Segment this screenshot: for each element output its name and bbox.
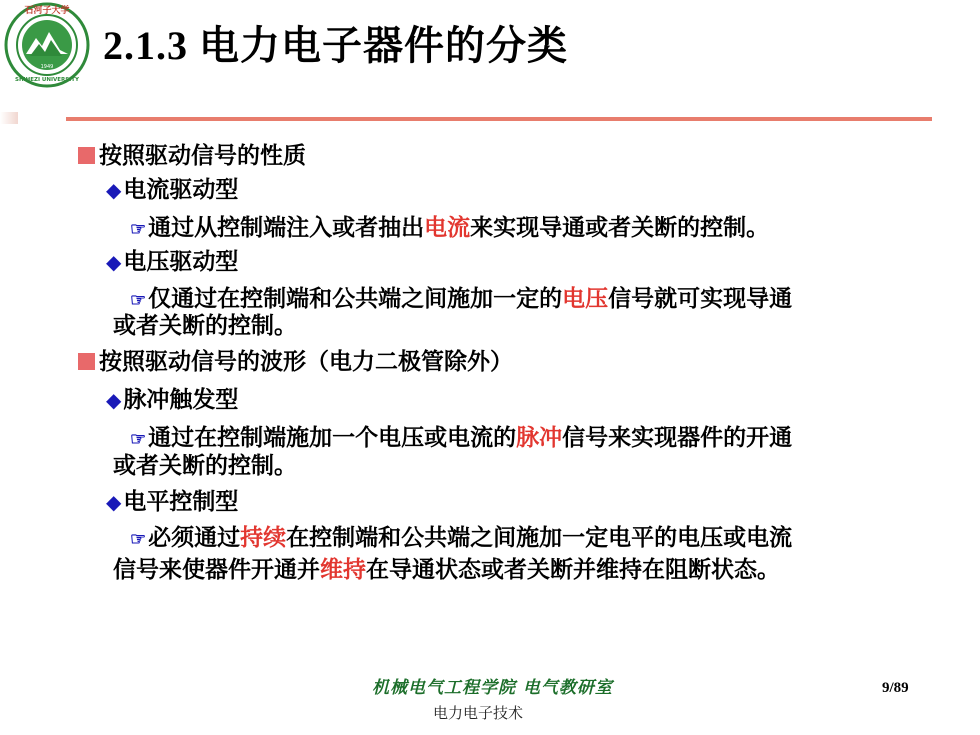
square-bullet-icon xyxy=(78,353,95,370)
item-detail-continued: 信号来使器件开通并维持在导通状态或者关断并维持在阻断状态。 xyxy=(113,556,780,583)
diamond-bullet-icon: ◆ xyxy=(106,250,122,274)
university-logo xyxy=(4,2,90,88)
item-detail: ☞通过从控制端注入或者抽出电流来实现导通或者关断的控制。 xyxy=(130,214,770,241)
rule-decoration xyxy=(0,112,18,124)
diamond-bullet-icon: ◆ xyxy=(106,178,122,202)
item-detail-continued: 或者关断的控制。 xyxy=(113,312,297,339)
pointing-hand-icon: ☞ xyxy=(130,219,147,240)
list-item: ◆电流驱动型 xyxy=(106,176,239,203)
title-divider xyxy=(66,117,932,121)
pointing-hand-icon: ☞ xyxy=(130,429,147,450)
list-item: ◆脉冲触发型 xyxy=(106,386,239,413)
list-item: ◆电压驱动型 xyxy=(106,248,239,275)
item-detail: ☞仅通过在控制端和公共端之间施加一定的电压信号就可实现导通 xyxy=(130,285,793,312)
item-detail-continued: 或者关断的控制。 xyxy=(113,452,297,479)
footer-department: 机械电气工程学院 电气教研室 xyxy=(372,678,613,698)
logo-text-bottom: SHIHEZI UNIVERSITY xyxy=(14,77,80,83)
footer-course: 电力电子技术 xyxy=(433,704,524,722)
diamond-bullet-icon: ◆ xyxy=(106,388,122,412)
list-item: ◆电平控制型 xyxy=(106,488,239,515)
page-title: 2.1.3 电力电子器件的分类 xyxy=(103,23,568,68)
page-number: 9/89 xyxy=(882,680,909,696)
diamond-bullet-icon: ◆ xyxy=(106,490,122,514)
section-heading: 按照驱动信号的波形（电力二极管除外） xyxy=(78,348,513,376)
logo-year: 1949 xyxy=(40,64,54,70)
section-heading: 按照驱动信号的性质 xyxy=(78,142,306,170)
logo-text-top: 石河子大学 xyxy=(24,6,70,16)
square-bullet-icon xyxy=(78,147,95,164)
pointing-hand-icon: ☞ xyxy=(130,290,147,311)
pointing-hand-icon: ☞ xyxy=(130,529,147,550)
item-detail: ☞必须通过持续在控制端和公共端之间施加一定电平的电压或电流 xyxy=(130,524,793,551)
item-detail: ☞通过在控制端施加一个电压或电流的脉冲信号来实现器件的开通 xyxy=(130,424,793,451)
